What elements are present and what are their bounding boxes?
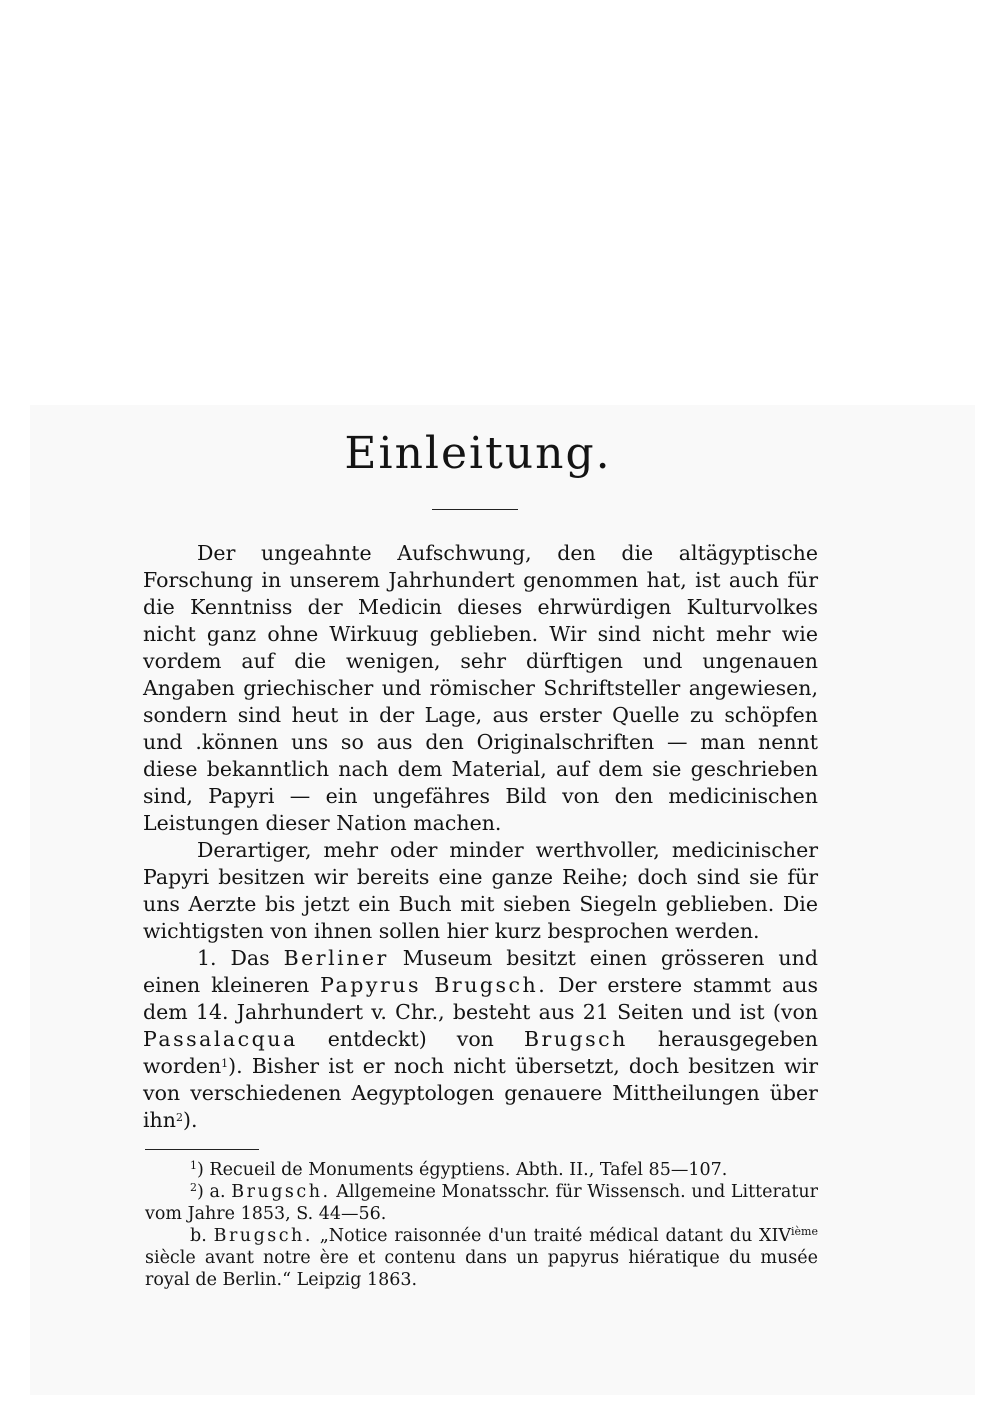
footnote-ref: 1 [221, 1057, 229, 1070]
paragraph-3 [143, 945, 818, 1134]
paragraph-2: Derartiger, mehr oder minder werthvoller, medicinischer Papyri besitzen wir bereits eine ganze Reihe; doch sind sie für uns Aerzte bis jetzt ein Buch mit sieben Siegeln geblieben. Die wichtigsten von ihnen sollen hier kurz besprochen werden. [143, 838, 818, 943]
chapter-title: Einleitung. [344, 428, 612, 479]
paragraph-1: Der ungeahnte Aufschwung, den die altägyptische Forschung in unserem Jahrhundert genommen hat, ist auch für die Kenntniss der Medicin dieses ehrwürdigen Kulturvolkes nicht ganz ohne Wirkuug geblieben. Wir sind nicht mehr wie vordem auf die wenigen, sehr dürftigen und ungenauen Angaben griechischer und römischer Schriftsteller angewiesen, sondern sind heut in der Lage, aus erster Quelle zu schöpfen und .können uns so aus den Originalschriften — man nennt diese bekanntlich nach dem Material, auf dem sie geschrieben sind, Papyri — ein ungefähres Bild von den medicinischen Leistungen dieser Nation machen. [143, 541, 818, 835]
footnote-1 [145, 1159, 818, 1181]
footnote-2 [145, 1181, 818, 1225]
spaced-name: Brugsch [523, 1027, 628, 1051]
title-rule [432, 509, 518, 510]
paragraph-3-text: Der erstere stammt aus dem 14. Jahrhundert v. Chr., besteht aus 21 Seiten und ist (von [143, 973, 818, 1024]
footnote-text: „Notice raisonnée d'un traité médical datant du XIV [319, 1226, 792, 1246]
spaced-name: Papyrus Brugsch. [320, 973, 548, 997]
footnote-text: siècle avant notre ère et contenu dans un papyrus hiératique du musée royal de Berlin.“ Leipzig 1863. [145, 1248, 818, 1290]
footnotes [145, 1159, 818, 1291]
footnote-3 [145, 1225, 818, 1291]
body-text [143, 540, 818, 1134]
paragraph-3-text: ). [182, 1108, 198, 1132]
paragraph-3-text: Museum besitzt einen grösseren und einen kleineren [143, 946, 818, 997]
footnote-author: Brugsch. [231, 1182, 331, 1202]
spaced-name: Passalacqua [143, 1027, 298, 1051]
paragraph-3-text: herausgegeben worden [143, 1027, 818, 1078]
footnote-marker: 2 [190, 1181, 197, 1194]
footnote-text: Allgemeine Monatsschr. für Wissensch. und Litteratur vom Jahre 1853, S. 44—56. [145, 1182, 818, 1224]
paragraph-3-text: 1. Das [197, 946, 270, 970]
footnote-text: b. [190, 1226, 207, 1246]
footnote-author: Brugsch. [213, 1226, 313, 1246]
superscript: ième [791, 1225, 818, 1238]
footnote-marker: 1 [190, 1159, 197, 1172]
footnote-text: ) Recueil de Monuments égyptiens. Abth. II., Tafel 85—107. [197, 1160, 728, 1180]
paragraph-3-text: entdeckt) von [327, 1027, 494, 1051]
paragraph-3-text: ). Bisher ist er noch nicht übersetzt, doch besitzen wir von verschiedenen Aegyptologen genauere Mittheilungen über ihn [143, 1054, 818, 1132]
footnote-rule [145, 1149, 259, 1150]
footnote-ref: 2 [175, 1111, 183, 1124]
spaced-name: Berliner [283, 946, 389, 970]
footnote-text: ) a. [197, 1182, 226, 1202]
